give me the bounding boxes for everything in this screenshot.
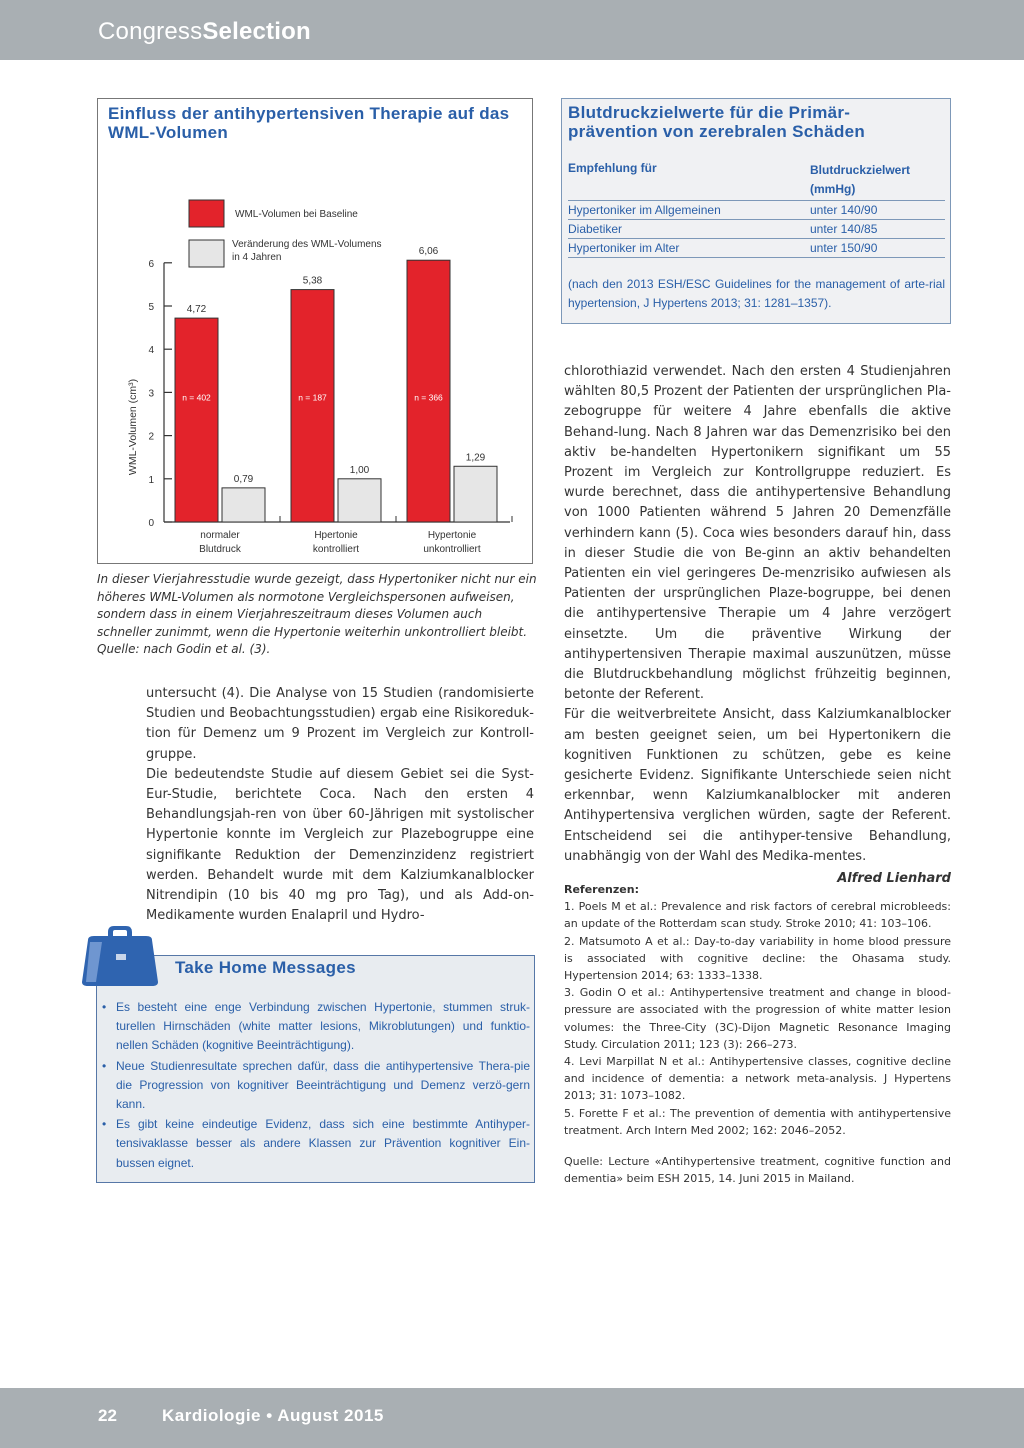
bp-table [568,200,945,258]
legend-label: WML-Volumen bei Baseline [235,209,358,220]
take-home-list [100,998,530,1174]
paragraph: chlorothiazid verwendet. Nach den ersten 4 Studienjahren wählten 80,5 Prozent der Patienten der ursprünglichen Pla-zebogruppe für weitere 4 Jahre ebenfalls die aktive Behand-lung. Nach 8 Jahren war das Demenzrisiko bei den aktiv be-handelten Hypertonikern signifikant um 55 Prozent im Vergleich zur Kontrollgruppe reduziert. Es wurde berechnet, dass die antihypertensive Behandlung von 1000 Patienten während 5 Jahren 20 Demenzfälle verhindern kann (5). Coca wies besonders darauf hin, dass in dieser Studie die von Be-ginn an aktiv behandelten Patienten ein viel geringeres De-menzrisiko aufwiesen als Patienten der ursprünglichen Plaze-bogruppe, bei denen die antihypertensive Therapie um 4 Jahre verzögert einsetzte. Um die präventive Wirkung der antihypertensiven Therapie maximal auszunützen, müsse die Blutdruckbehandlung möglichst frühzeitig beginnen, betonte der Referent. [564,364,951,703]
y-tick-label: 4 [148,345,154,357]
paragraph: Die bedeutendste Studie auf diesem Gebiet sei die Syst-Eur-Studie, berichtete Coca. Nach den ersten 4 Behandlungsjah-ren von über 60-Jährigen mit systolischer Hypertonie konnte im Vergleich zur Plazebogruppe eine signifikante Reduktion der Demenzinzidenz registriert werden. Behandelt wurde mit dem Kalziumkanalblocker Nitrendipin (10 bis 40 mg pro Tag), und als Add-on-Medikamente wurden Enalapril und Hydro- [146,766,534,924]
bar-value-label: 1,29 [465,452,486,464]
col-header-recommendation: Empfehlung für [568,161,657,175]
bar-value-label: 6,06 [418,246,439,258]
y-tick-label: 1 [148,474,154,486]
bar-n-label: n = 187 [298,392,327,403]
reference-item: 1. Poels M et al.: Prevalence and risk factors of cerebral microbleeds: an update of the Rotterdam scan study. Stroke 2010; 41: 103–106. [564,900,951,931]
category-label: kontrolliert [312,544,360,555]
bar-n-label: n = 402 [182,392,211,403]
bp-target-box [561,98,951,324]
table-row: Hypertoniker im Allgemeinen unter 140/90 [568,200,945,219]
bar-baseline [407,260,450,522]
col-header-target: Blutdruckzielwert (mmHg) [810,163,911,196]
y-tick-label: 5 [148,302,154,313]
chart-title: Einfluss der antihypertensiven Therapie auf das WML-Volumen [108,104,510,142]
table-row: Hypertoniker im Alter unter 150/90 [568,238,945,258]
y-tick-label: 3 [148,388,154,400]
list-item: • Neue Studienresultate sprechen dafür, dass die antihypertensive Thera-pie die Progression von kognitiver Beeinträchtigung und Demenz verzö-gern kann. [100,1057,530,1115]
bar-change [222,488,265,522]
bar-baseline [175,318,218,522]
paragraph: Für die weitverbreitete Ansicht, dass Kalziumkanalblocker am besten geeignet seien, um bei Hypertonikern die kognitiven Funktionen zu schützen, gebe es keine gesicherte Evidenz. Signifikante Unterschiede seien nicht erkennbar, wenn Kalziumkanalblocker mit anderen Antihypertensiva verglichen würden, sagte der Referent. Entscheidend sei die antihyper-tensive Behandlung, unabhängig von der Wahl des Medika-mentes. [564,707,951,864]
bar-baseline [291,290,334,522]
briefcase-icon [80,924,160,988]
reference-item: 2. Matsumoto A et al.: Day-to-day variability in home blood pressure is associated with cognitive decline: the Ohasama study. Hypertension 2014; 63: 1333–1338. [564,934,951,983]
bar-change [338,479,381,522]
bar-value-label: 4,72 [186,304,207,316]
chart-caption: In dieser Vierjahresstudie wurde gezeigt, dass Hypertoniker nicht nur ein höheres WML-Volumen als normotone Vergleichspersonen aufweisen, sondern dass in einem Vierjahreszeitraum dieses Volumen auch schneller zunimmt, wenn die Hypertonie weiterhin unkontrolliert bleibt. Quelle: nach Godin et al. (3). [97,572,537,656]
bar-value-label: 5,38 [302,275,323,287]
bp-source-note: (nach den 2013 ESH/ESC Guidelines for the management of arte-rial hypertension, J Hypertens 2013; 31: 1281–1357). [568,277,945,310]
y-axis-label: WML-Volumen (cm³) [127,378,139,476]
bar-value-label: 1,00 [349,464,370,476]
reference-item: 5. Forette F et al.: The prevention of dementia with antihypertensive treatment. Arch Intern Med 2002; 162: 2046–2052. [564,1106,951,1137]
category-label: Hpertonie [314,530,358,541]
reference-item: 3. Godin O et al.: Antihypertensive treatment and change in blood-pressure are associated with the progression of white matter lesion volumes: the Three-City (3C)-Dijon Magnetic Resonance Imaging Study. Circulation 2011; 123 (3): 266–273. [564,986,951,1051]
table-row: Diabetiker unter 140/85 [568,219,945,238]
bar-change [454,466,497,522]
footer-bar [0,1388,1024,1448]
legend-label: Veränderung des WML-Volumens [232,239,382,250]
legend-swatch-change [189,240,224,267]
body-column-left [146,684,534,926]
references [564,881,951,1187]
category-label: Blutdruck [199,544,241,555]
references-heading: Referenzen: [564,883,639,896]
source-note: Quelle: Lecture «Antihypertensive treatment, cognitive function and dementia» beim ESH 2015, 14. Juni 2015 in Mailand. [564,1155,951,1186]
paragraph: untersucht (4). Die Analyse von 15 Studien (randomisierte Studien und Beobachtungsstudien) ergab eine Risikoreduk-tion für Demenz um 9 Prozent im Vergleich zur Kontroll-gruppe. [146,686,534,762]
page-number: 22 [98,1406,117,1425]
bar-n-label: n = 366 [414,392,443,403]
bp-box-title: Blutdruckzielwerte für die Primär- prävention von zerebralen Schäden [568,103,866,141]
journal-name: Kardiologie • August 2015 [162,1406,384,1425]
body-column-right [564,362,951,889]
author-name: Alfred Lienhard [837,871,951,887]
brand-logo: CongressSelection [98,18,311,45]
y-tick-label: 2 [148,431,154,443]
list-item: • Es besteht eine enge Verbindung zwischen Hypertonie, stummen struk-turellen Hirnschäden (white matter lesions, Mikroblutungen) und funktio-nellen Schäden (kognitive Beeinträchtigung). [100,998,530,1056]
legend-label: in 4 Jahren [232,252,282,263]
category-label: normaler [200,530,240,541]
category-label: Hypertonie [427,530,477,541]
category-label: unkontrolliert [423,544,481,555]
list-item: • Es gibt keine eindeutige Evidenz, dass sich eine bestimmte Antihyper-tensivaklasse besser als andere Klassen zur Prävention kognitiver Ein-bussen eignet. [100,1115,530,1173]
wml-bar-chart [98,99,534,565]
chart-box [97,98,533,564]
y-tick-label: 0 [148,518,154,529]
take-home-title: Take Home Messages [175,958,356,977]
reference-item: 4. Levi Marpillat N et al.: Antihypertensive classes, cognitive decline and incidence of dementia: a network meta-analysis. J Hypertens 2013; 31: 1073–1082. [564,1055,951,1103]
y-tick-label: 6 [148,258,154,270]
bar-value-label: 0,79 [233,473,254,485]
legend-swatch-baseline [189,200,224,227]
